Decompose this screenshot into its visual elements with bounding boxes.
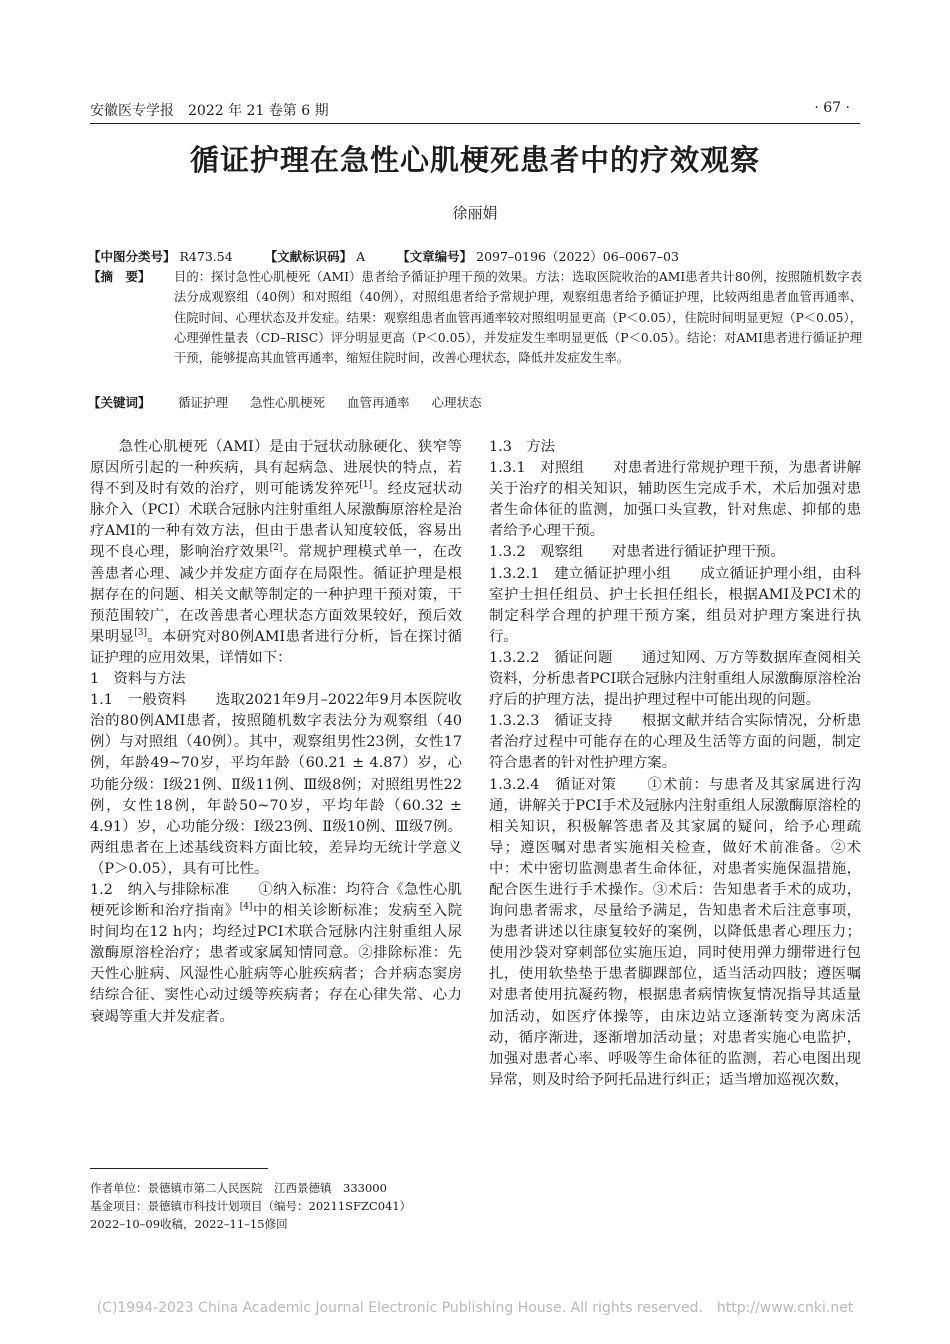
abstract-text: 目的：探讨急性心肌梗死（AMI）患者给予循证护理干预的效果。方法：选取医院收治的AMI患者共计80例，按照随机数字表法分成观察组（40例）和对照组（40例），对照组患者给予常规护理，观察组患者给予循证护理，比较两组患者血管再通率、住院时间、心理状态及并发症。结果：观察组患者血管再通率较对照组明显更高（P＜0.05），住院时间明显更短（P＜0.05），心理弹性量表（CD–RISC）评分明显更高（P＜0.05），并发症发生率明显更低（P＜0.05）。结论：对AMI患者进行循证护理干预，能够提高其血管再通率，缩短住院时间，改善心理状态，降低并发症发生率。 (174, 270, 862, 366)
keyword-item: 循证护理 (177, 395, 228, 410)
journal-header: 安徽医专学报 2022 年 21 卷第 6 期 (90, 103, 329, 119)
left-column (90, 437, 462, 1028)
intro-paragraph: 急性心肌梗死（AMI）是由于冠状动脉硬化、狭窄等原因所引起的一种疾病，具有起病急、进展快的特点，若得不到及时有效的治疗，则可能诱发猝死[1]。经皮冠状动脉介入（PCI）术联合冠脉内注射重组人尿激酶原溶栓是治疗AMI的一种有效方法，但由于患者认知度较低，容易出现不良心理，影响治疗效果[2]。常规护理模式单一，在改善患者心理、减少并发症方面存在局限性。循证护理是根据存在的问题、相关文献等制定的一种护理干预对策，干预范围较广，在改善患者心理状态方面效果较好，预后效果明显[3]。本研究对80例AMI患者进行分析，旨在探讨循证护理的应用效果，详情如下： (90, 439, 462, 666)
subsection-heading: 1.3.2.3 循证支持 (489, 713, 613, 730)
citation: [2] (269, 543, 283, 554)
keyword-item: 急性心肌梗死 (249, 395, 325, 410)
section-heading: 1 资料与方法 (90, 671, 186, 688)
abstract-label: 【摘 要】 (88, 269, 151, 284)
doc-code-value: A (356, 249, 366, 264)
section-1-3-2-3: 1.3.2.3 循证支持 根据文献并结合实际情况，分析患者治疗过程中可能存在的心理及生活等方面的问题，制定符合患者的针对性护理方案。 (489, 713, 861, 772)
subsection-heading: 1.3.2 观察组 (489, 544, 584, 561)
section-1-1: 1.1 一般资料 选取2021年9月–2022年9月本医院收治的80例AMI患者，按照随机数字表法分为观察组（40例）与对照组（40例）。其中，观察组男性23例，女性17例，年龄49~70岁，平均年龄（60.21 ± 4.87）岁，心功能分级：Ⅰ级21例、Ⅱ级11例、Ⅲ级8例；对照组男性22例，女性18例，年龄50~70岁，平均年龄（60.32 ± 4.91）岁，心功能分级：Ⅰ级23例、Ⅱ级10例、Ⅲ级7例。两组患者在上述基线资料方面比较，差异均无统计学意义（P＞0.05），具有可比性。 (90, 692, 462, 877)
subsection-heading: 1.3.2.2 循证问题 (489, 649, 613, 666)
subsection-heading: 1.3.1 对照组 (489, 460, 585, 477)
section-1-2: 1.2 纳入与排除标准 ①纳入标准：均符合《急性心肌梗死诊断和治疗指南》[4]中的相关诊断标准；发病至入院时间均在12 h内；均经过PCI术联合冠脉内注射重组人尿激酶原溶栓治疗；患者或家属知情同意。②排除标准：先天性心脏病、风湿性心脏病等心脏疾病者；合并病态窦房结综合征、窦性心动过缓等疾病者；存在心律失常、心力衰竭等重大并发症者。 (90, 881, 462, 1025)
footnote-rule (90, 1168, 268, 1169)
clc-label: 【中图分类号】 (88, 249, 176, 264)
keywords-label: 【关键词】 (88, 395, 151, 410)
keyword-item: 心理状态 (431, 395, 482, 410)
article-number-value: 2097–0196（2022）06–0067–03 (476, 249, 679, 264)
subsection-heading: 1.3.2.4 循证对策 (489, 776, 617, 793)
fund-project: 基金项目：景德镇市科技计划项目（编号：20211SFZC041） (90, 1199, 412, 1213)
article-title: 循证护理在急性心肌梗死患者中的疗效观察 (189, 143, 760, 177)
citation: [4] (239, 902, 253, 913)
abstract (88, 267, 862, 366)
subsection-heading: 1.2 纳入与排除标准 (90, 881, 230, 898)
section-1-3-2-2: 1.3.2.2 循证问题 通过知网、万方等数据库查阅相关资料，分析患者PCI联合冠脉内注射重组人尿激酶原溶栓治疗后的护理方法，提出护理过程中可能出现的问题。 (489, 649, 861, 709)
header-rule (90, 123, 860, 124)
subsection-heading: 1.3 方法 (489, 439, 556, 455)
subsection-heading: 1.1 一般资料 (90, 692, 187, 709)
keyword-item: 血管再通率 (346, 395, 410, 410)
copyright-watermark: (C)1994-2023 China Academic Journal Electronic Publishing House. All rights reserved. http://www.cnki.net (96, 1300, 854, 1316)
article-author: 徐丽娟 (452, 204, 498, 222)
right-column (489, 437, 861, 1091)
keywords (88, 393, 500, 411)
doc-code-label: 【文献标识码】 (264, 249, 353, 264)
citation: [1] (359, 480, 373, 491)
article-meta (88, 247, 679, 265)
footnote (90, 1179, 411, 1233)
author-unit: 作者单位：景德镇市第二人民医院 江西景德镇 333000 (90, 1181, 387, 1195)
article-number-label: 【文章编号】 (397, 249, 473, 264)
section-1-3-2: 1.3.2 观察组 对患者进行循证护理干预。 (489, 544, 785, 561)
subsection-heading: 1.3.2.1 建立循证护理小组 (489, 565, 672, 582)
page-number: · 67 · (814, 100, 850, 116)
citation: [3] (134, 628, 147, 639)
section-1-3-2-1: 1.3.2.1 建立循证护理小组 成立循证护理小组，由科室护士担任组员、护士长担任组长，根据AMI及PCI术的制定科学合理的护理干预方案，组员对护理方案进行执行。 (489, 565, 861, 645)
clc-value: R473.54 (179, 249, 233, 264)
received-dates: 2022–10–09收稿，2022–11–15修回 (90, 1217, 288, 1231)
section-1-3-1: 1.3.1 对照组 对患者进行常规护理干预，为患者讲解关于治疗的相关知识，辅助医生完成手术，术后加强对患者生命体征的监测，加强口头宣教，针对焦虑、抑郁的患者给予心理干预。 (489, 460, 861, 540)
section-1-3-2-4: 1.3.2.4 循证对策 ①术前：与患者及其家属进行沟通，讲解关于PCI手术及冠脉内注射重组人尿激酶原溶栓的相关知识，积极解答患者及其家属的疑问，给予心理疏导；遵医嘱对患者实施相关检查，做好术前准备。②术中：术中密切监测患者生命体征，对患者实施保温措施，配合医生进行手术操作。③术后：告知患者手术的成功，询问患者需求，尽量给予满足，告知患者术后注意事项，为患者讲述以往康复较好的案例，以降低患者心理压力；使用沙袋对穿刺部位实施压迫，同时使用弹力绷带进行包扎，使用软垫垫于患者脚踝部位，适当活动四肢；遵医嘱对患者使用抗凝药物，根据患者病情恢复情况指导其适量加活动，如医疗体操等，由床边站立逐渐转变为离床活动，循序渐进，逐渐增加活动量；对患者实施心电监护，加强对患者心率、呼吸等生命体征的监测，若心电图出现异常，则及时给予阿托品进行纠正；适当增加巡视次数， (489, 776, 861, 1088)
